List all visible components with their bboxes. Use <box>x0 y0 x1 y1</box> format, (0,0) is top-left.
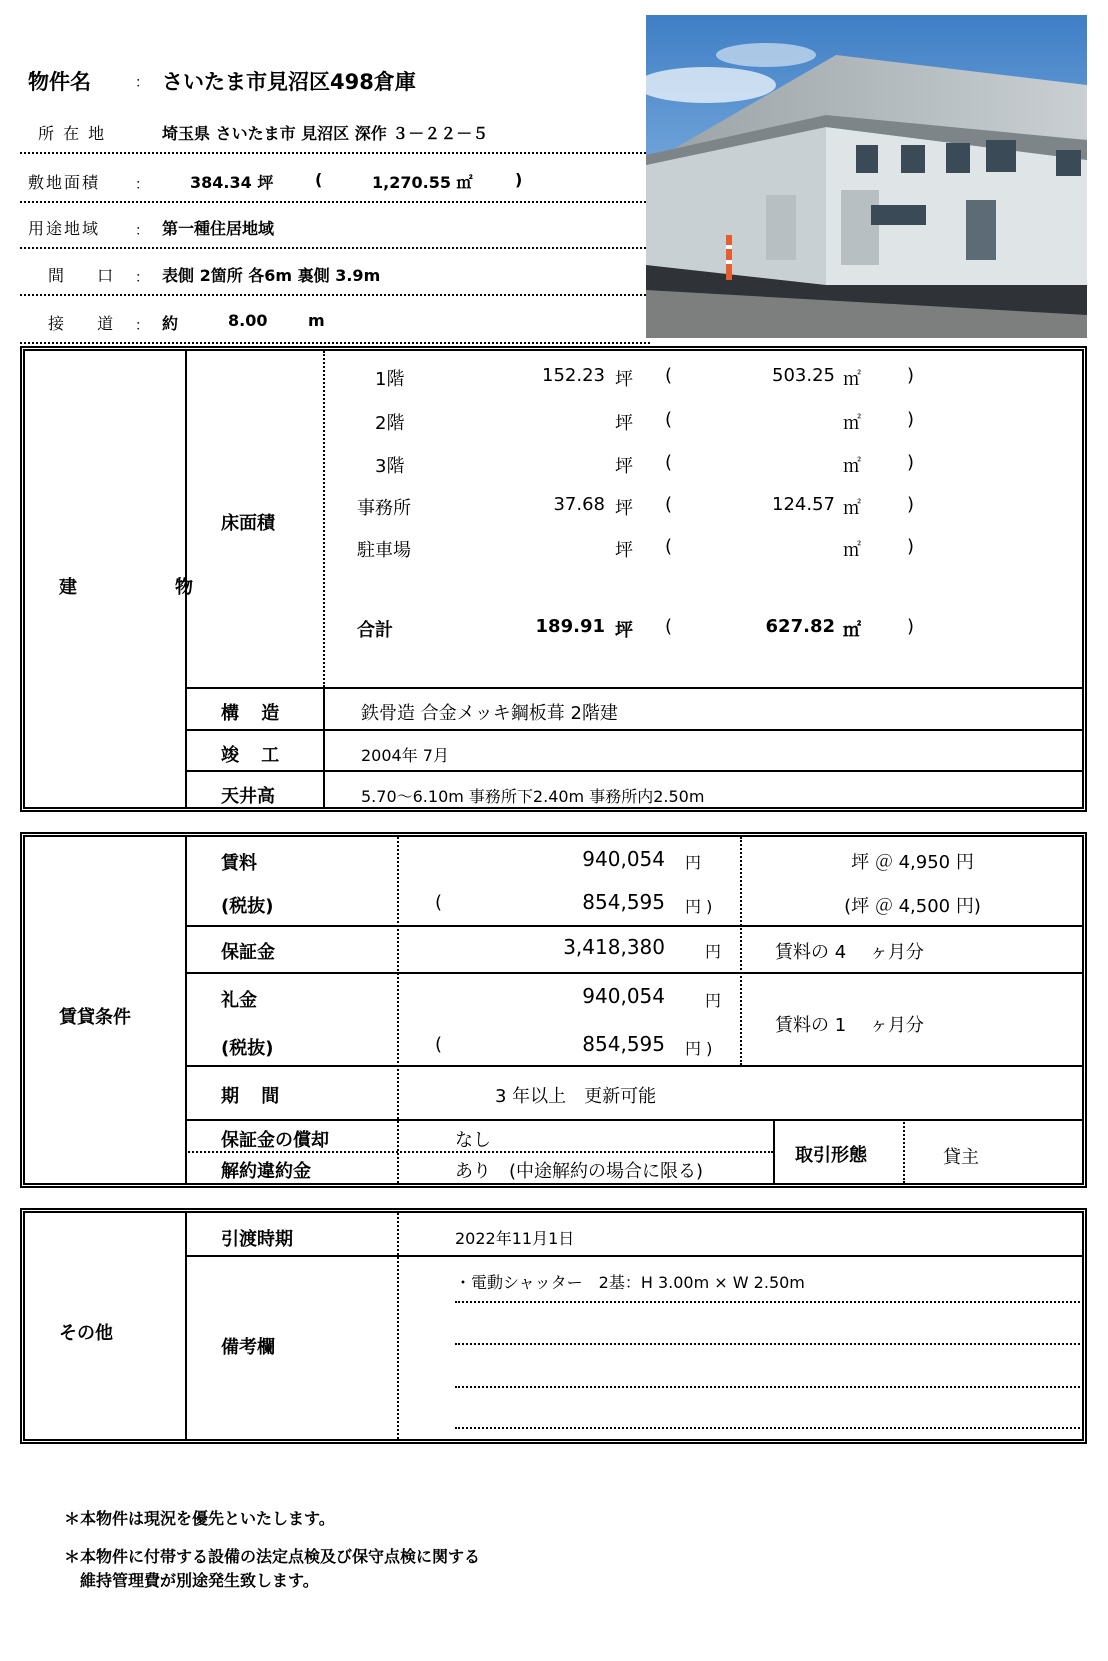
tax-excl-label: (税抜) <box>221 1038 274 1059</box>
tsubo-unit: 坪 <box>615 498 633 519</box>
zoning-value: 第一種住居地域 <box>162 219 275 238</box>
other-table <box>20 1208 1087 1444</box>
yen-unit: 円 <box>705 991 722 1010</box>
structure-value: 鉄骨造 合金メッキ鋼板葺 2階建 <box>361 703 618 724</box>
completion-value: 2004年 7月 <box>361 746 449 765</box>
handover-label: 引渡時期 <box>221 1229 293 1250</box>
divider <box>185 1213 187 1439</box>
note-line: ＊本物件に付帯する設備の法定点検及び保守点検に関する <box>64 1547 481 1566</box>
floor-area-label: 床面積 <box>221 513 275 534</box>
yen-unit: 円 <box>685 853 702 872</box>
divider <box>773 1119 775 1183</box>
divider <box>455 1301 1080 1303</box>
floor-label: 2階 <box>375 413 405 434</box>
yen-unit: 円 <box>705 942 722 961</box>
key-money-excl-value: 854,595 <box>582 1032 665 1056</box>
paren-open: ( <box>435 1034 443 1055</box>
lease-section-label: 賃貸条件 <box>59 1007 131 1028</box>
lease-table <box>20 832 1087 1188</box>
building-section-label: 建 物 <box>59 577 233 598</box>
divider <box>185 1119 1082 1121</box>
deposit-amort-label: 保証金の償却 <box>221 1130 329 1151</box>
deposit-label: 保証金 <box>221 942 275 963</box>
other-section-label: その他 <box>59 1323 113 1344</box>
period-label: 期 間 <box>221 1086 288 1107</box>
total-m2: 627.82 <box>765 616 835 637</box>
site-area-m2: 1,270.55 ㎡ <box>372 173 473 192</box>
divider <box>20 342 650 344</box>
floor-label: 事務所 <box>357 498 411 519</box>
divider <box>185 770 1082 772</box>
period-value: 3 年以上 更新可能 <box>495 1086 657 1107</box>
floor-tsubo: 37.68 <box>553 494 605 515</box>
m2-unit: ㎡ <box>843 498 861 519</box>
zoning-label: 用途地域 <box>28 219 101 238</box>
transaction-label: 取引形態 <box>795 1145 867 1166</box>
note-line: 維持管理費が別途発生致します。 <box>64 1571 319 1590</box>
paren-close: ) <box>515 170 523 189</box>
completion-label: 竣 工 <box>221 745 288 766</box>
paren-close: ) <box>907 409 915 430</box>
divider <box>20 294 650 296</box>
warehouse-photo <box>646 15 1087 338</box>
rent-value: 940,054 <box>582 847 665 871</box>
floor-label: 3階 <box>375 456 405 477</box>
structure-label: 構 造 <box>221 703 288 724</box>
paren-open: ( <box>665 365 673 386</box>
divider <box>185 972 1082 974</box>
ceiling-value: 5.70～6.10m 事務所下2.40m 事務所内2.50m <box>361 787 705 806</box>
site-area-label: 敷地面積 <box>28 173 101 192</box>
tax-excl-label: (税抜) <box>221 896 274 917</box>
divider <box>397 1213 399 1439</box>
paren-open: ( <box>435 892 443 913</box>
road-unit: m <box>308 311 325 330</box>
paren-open: ( <box>315 170 323 189</box>
deposit-value: 3,418,380 <box>563 935 665 959</box>
colon: ： <box>135 223 149 239</box>
floor-tsubo: 152.23 <box>542 365 605 386</box>
ceiling-label: 天井高 <box>221 786 275 807</box>
frontage-value: 表側 2箇所 各6m 裏側 3.9m <box>162 266 381 285</box>
total-label: 合計 <box>357 620 393 641</box>
paren-close: ) <box>907 494 915 515</box>
m2-unit: ㎡ <box>843 369 861 390</box>
divider <box>185 925 1082 927</box>
property-name-label: 物件名 <box>28 70 91 94</box>
m2-unit: ㎡ <box>843 456 861 477</box>
total-tsubo: 189.91 <box>535 616 605 637</box>
paren-close: ) <box>907 452 915 473</box>
road-label: 接 道 <box>48 314 128 333</box>
rent-per-tsubo-excl: (坪 ＠ 4,500 円) <box>844 896 981 917</box>
note-line: ＊本物件は現況を優先といたします。 <box>64 1509 335 1528</box>
divider <box>20 152 650 154</box>
colon: ： <box>135 270 149 286</box>
divider <box>740 837 742 1065</box>
yen-close: 円 ) <box>685 1039 713 1058</box>
divider <box>185 837 187 1183</box>
penalty-label: 解約違約金 <box>221 1161 311 1182</box>
rent-per-tsubo: 坪 ＠ 4,950 円 <box>851 852 974 873</box>
remarks-line: ・電動シャッター 2基：H 3.00m × W 2.50m <box>455 1273 805 1292</box>
paren-open: ( <box>665 494 673 515</box>
floor-label: 1階 <box>375 369 405 390</box>
paren-open: ( <box>665 536 673 557</box>
deposit-amort-value: なし <box>455 1130 491 1151</box>
key-money-note: 賃料の 1 ヶ月分 <box>775 1015 924 1036</box>
tsubo-unit: 坪 <box>615 413 633 434</box>
divider <box>20 247 650 249</box>
divider <box>455 1343 1080 1345</box>
remarks-label: 備考欄 <box>221 1337 275 1358</box>
paren-open: ( <box>665 409 673 430</box>
paren-close: ) <box>907 616 915 637</box>
paren-close: ) <box>907 365 915 386</box>
divider <box>323 351 325 687</box>
key-money-value: 940,054 <box>582 984 665 1008</box>
paren-open: ( <box>665 452 673 473</box>
address-value: 埼玉県 さいたま市 見沼区 深作 ３－２２－５ <box>162 124 489 143</box>
building-table <box>20 346 1087 812</box>
key-money-label: 礼金 <box>221 990 257 1011</box>
deposit-note: 賃料の 4 ヶ月分 <box>775 942 924 963</box>
tsubo-unit: 坪 <box>615 369 633 390</box>
yen-close: 円 ) <box>685 897 713 916</box>
rent-label: 賃料 <box>221 853 257 874</box>
paren-open: ( <box>665 616 673 637</box>
penalty-value: あり (中途解約の場合に限る) <box>455 1161 704 1182</box>
transaction-value: 貸主 <box>943 1147 979 1168</box>
divider <box>397 837 399 1183</box>
handover-value: 2022年11月1日 <box>455 1229 575 1248</box>
divider <box>185 1255 1082 1257</box>
site-area-tsubo: 384.34 坪 <box>190 173 274 192</box>
divider <box>455 1427 1080 1429</box>
address-label: 所 在 地 <box>38 124 107 143</box>
colon: ： <box>135 318 149 334</box>
m2-unit: ㎡ <box>843 620 861 641</box>
property-name-value: さいたま市見沼区498倉庫 <box>162 70 416 94</box>
floor-m2: 124.57 <box>772 494 835 515</box>
divider <box>185 687 1082 689</box>
rent-excl-value: 854,595 <box>582 890 665 914</box>
floor-label: 駐車場 <box>357 540 411 561</box>
divider <box>455 1386 1080 1388</box>
floor-m2: 503.25 <box>772 365 835 386</box>
divider <box>323 687 325 807</box>
road-value: 8.00 <box>228 311 268 330</box>
divider <box>903 1119 905 1183</box>
paren-close: ) <box>907 536 915 557</box>
tsubo-unit: 坪 <box>615 540 633 561</box>
tsubo-unit: 坪 <box>615 456 633 477</box>
m2-unit: ㎡ <box>843 413 861 434</box>
colon: ： <box>135 177 149 193</box>
road-prefix: 約 <box>162 314 179 333</box>
colon: ： <box>135 75 149 91</box>
m2-unit: ㎡ <box>843 540 861 561</box>
divider <box>20 201 650 203</box>
frontage-label: 間 口 <box>48 266 128 285</box>
divider <box>185 1065 1082 1067</box>
divider <box>185 729 1082 731</box>
tsubo-unit: 坪 <box>615 620 633 641</box>
